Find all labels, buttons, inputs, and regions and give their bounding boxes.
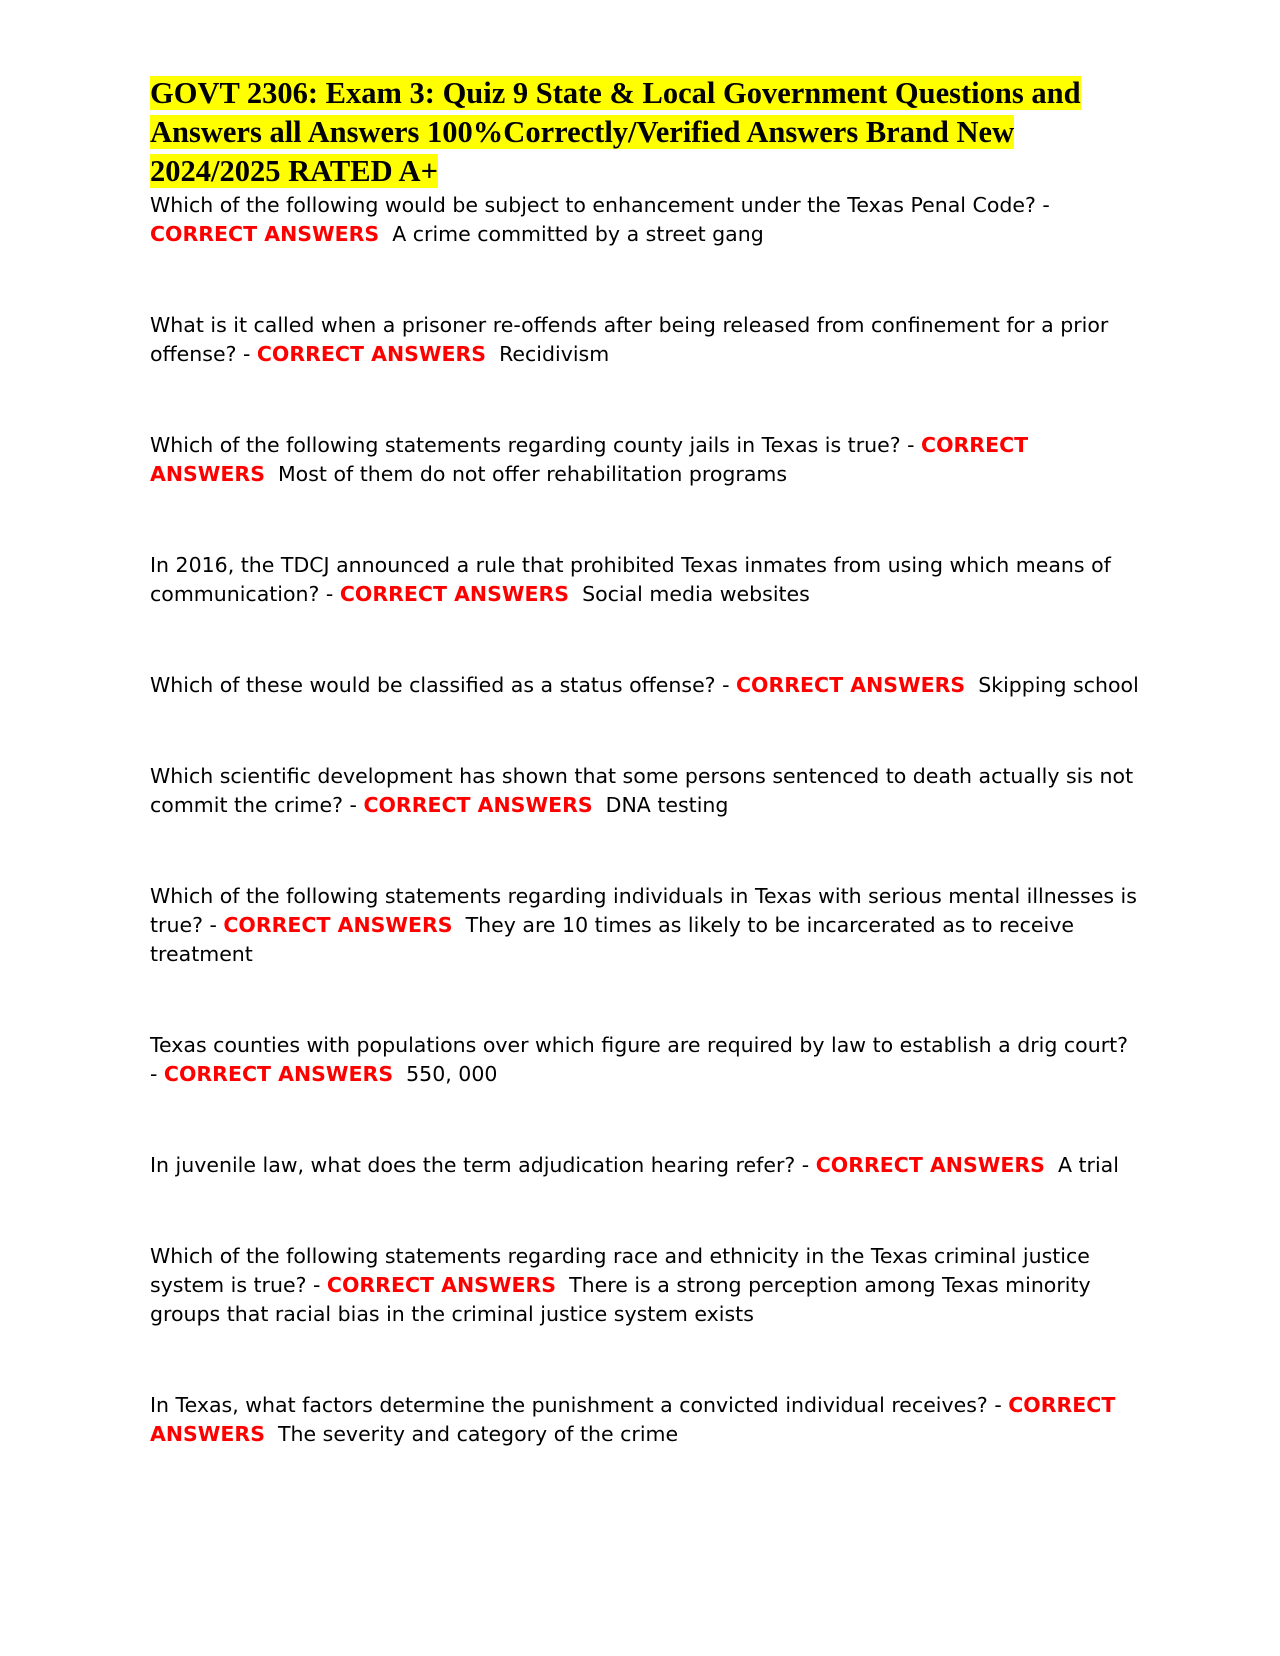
answer-text: Recidivism — [499, 342, 610, 366]
question-text: Which of the following statements regarding county jails in Texas is true? - — [150, 433, 922, 457]
correct-answers-label: CORRECT ANSWERS — [363, 793, 593, 817]
answer-text: DNA testing — [605, 793, 729, 817]
qa-item — [150, 1391, 1140, 1449]
answer-text: There is a strong perception among Texas minority groups that racial bias in the criminal justice system exists — [150, 1273, 1091, 1326]
qa-item — [150, 431, 1140, 489]
correct-answers-label: CORRECT ANSWERS — [326, 1273, 557, 1297]
answer-text: Social media websites — [582, 582, 810, 606]
qa-item — [150, 762, 1140, 820]
answer-text: The severity and category of the crime — [278, 1422, 679, 1446]
qa-item — [150, 311, 1140, 369]
correct-answers-label: CORRECT ANSWERS — [736, 673, 966, 697]
correct-answers-label: CORRECT ANSWERS — [163, 1062, 394, 1086]
answer-text: A trial — [1057, 1153, 1119, 1177]
question-text: Which of these would be classified as a status offense? - — [150, 673, 736, 697]
correct-answers-label: CORRECT ANSWERS — [223, 913, 453, 937]
qa-item — [150, 671, 1140, 700]
correct-answers-label: CORRECT ANSWERS — [256, 342, 487, 366]
question-text: Which scientific development has shown that some persons sentenced to death actually sis not commit the crime? - — [150, 764, 1134, 817]
document-title — [150, 74, 1140, 191]
correct-answers-label: CORRECT ANSWERS — [339, 582, 570, 606]
qa-item — [150, 1242, 1140, 1329]
answer-text: They are 10 times as likely to be incarcerated as to receive treatment — [150, 913, 1074, 966]
document-page — [150, 74, 1140, 1511]
question-text: In juvenile law, what does the term adjudication hearing refer? - — [150, 1153, 816, 1177]
answer-text: 550, 000 — [406, 1062, 498, 1086]
question-text: What is it called when a prisoner re-offends after being released from confinement for a prior offense? - — [150, 313, 1109, 366]
qa-item — [150, 551, 1140, 609]
title-highlight: GOVT 2306: Exam 3: Quiz 9 State & Local Government Questions and Answers all Answers 100%Correctly/Verified Answers Brand New 2024/2025 RATED A+ — [150, 76, 1081, 188]
correct-answers-label: CORRECT ANSWERS — [150, 1393, 1116, 1446]
answer-text: Skipping school — [978, 673, 1139, 697]
question-text: Which of the following statements regarding race and ethnicity in the Texas criminal justice system is true? - — [150, 1244, 1090, 1297]
qa-item — [150, 1031, 1140, 1089]
correct-answers-label: CORRECT ANSWERS — [150, 222, 380, 246]
question-text: In 2016, the TDCJ announced a rule that prohibited Texas inmates from using which means of communication? - — [150, 553, 1111, 606]
qa-item — [150, 191, 1140, 249]
question-text: Which of the following statements regarding individuals in Texas with serious mental illnesses is true? - — [150, 884, 1137, 937]
correct-answers-label: CORRECT ANSWERS — [815, 1153, 1045, 1177]
answer-text: A crime committed by a street gang — [392, 222, 764, 246]
question-text: In Texas, what factors determine the punishment a convicted individual receives? - — [150, 1393, 1009, 1417]
question-text: Texas counties with populations over which figure are required by law to establish a drig court? - — [150, 1033, 1129, 1086]
correct-answers-label: CORRECT ANSWERS — [150, 433, 1029, 486]
answer-text: Most of them do not offer rehabilitation programs — [278, 462, 788, 486]
qa-list — [150, 191, 1140, 1449]
qa-item — [150, 882, 1140, 969]
qa-item — [150, 1151, 1140, 1180]
question-text: Which of the following would be subject to enhancement under the Texas Penal Code? - — [150, 193, 1050, 217]
